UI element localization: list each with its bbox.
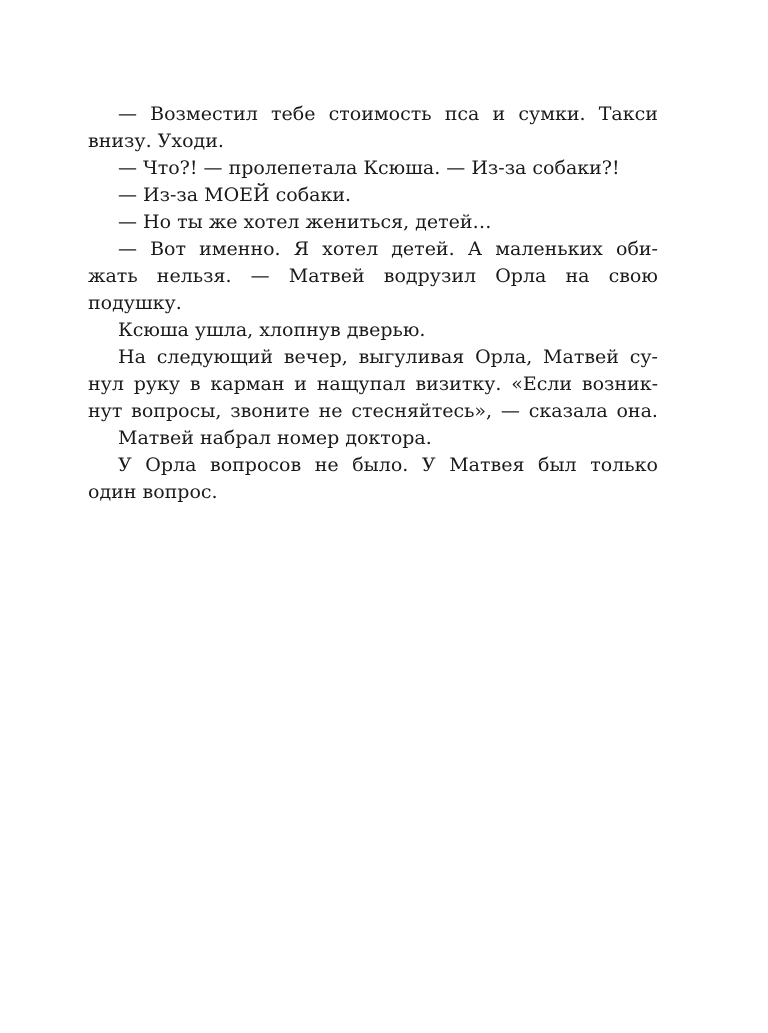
word: жать	[88, 265, 138, 287]
word: тебе	[271, 103, 316, 125]
word: нельзя.	[156, 265, 232, 287]
word: А	[467, 238, 483, 260]
word: нул	[88, 373, 124, 395]
word: звоните	[230, 400, 310, 422]
word: нут	[88, 400, 123, 422]
word: Я	[293, 238, 310, 260]
word: пса	[444, 103, 480, 125]
word: не	[314, 454, 339, 476]
word: вечер,	[283, 346, 348, 368]
word: Орла	[495, 265, 547, 287]
word: маленьких	[495, 238, 603, 260]
paragraph-5-line-3: подушку.	[88, 292, 182, 314]
paragraph-6: Ксюша ушла, хлопнув дверью.	[118, 319, 426, 341]
word: только	[590, 454, 658, 476]
paragraph-1-line-1	[118, 101, 658, 128]
word: —	[118, 238, 137, 260]
word: су-	[629, 346, 658, 368]
word: оби-	[616, 238, 658, 260]
paragraph-1-line-2: внизу. Уходи.	[88, 130, 224, 152]
paragraph-5-line-2	[88, 263, 658, 290]
paragraph-7-line-2	[88, 371, 658, 398]
paragraph-5-line-1	[118, 236, 658, 263]
word: Матвей	[288, 265, 365, 287]
word: стесняйтесь»,	[351, 400, 493, 422]
paragraph-2: — Что?! — пролепетала Ксюша. — Из-за собаки?!	[118, 157, 620, 179]
word: и	[294, 373, 307, 395]
word: было.	[352, 454, 409, 476]
word: На	[118, 346, 146, 368]
word: Матвей	[543, 346, 619, 368]
paragraph-3: — Из-за МОЕЙ собаки.	[118, 184, 352, 206]
word: Такси	[598, 103, 658, 125]
word: Матвея	[449, 454, 525, 476]
word: Орла,	[475, 346, 533, 368]
word: на	[565, 265, 590, 287]
word: был	[538, 454, 577, 476]
word: нащупал	[316, 373, 406, 395]
word: стоимость	[328, 103, 432, 125]
paragraph-9-line-2: один вопрос.	[88, 481, 218, 503]
word: «Если	[511, 373, 573, 395]
word: и	[492, 103, 506, 125]
word: хотел	[322, 238, 379, 260]
paragraph-8: Матвей набрал номер доктора.	[118, 427, 432, 449]
word: выгуливая	[358, 346, 465, 368]
word: сказала	[528, 400, 608, 422]
word: сумки.	[518, 103, 586, 125]
word: вопросов	[210, 454, 302, 476]
word: не	[318, 400, 343, 422]
word: именно.	[199, 238, 281, 260]
word: Возместил	[150, 103, 258, 125]
word: возник-	[581, 373, 658, 395]
word: —	[500, 400, 520, 422]
word: Орла	[145, 454, 197, 476]
story-text	[88, 101, 658, 506]
word: карман	[210, 373, 285, 395]
word: У	[421, 454, 436, 476]
word: водрузил	[383, 265, 477, 287]
word: свою	[608, 265, 658, 287]
word: У	[118, 454, 132, 476]
paragraph-4: — Но ты же хотел жениться, детей…	[118, 211, 492, 233]
word: —	[118, 103, 137, 125]
word: вопросы,	[131, 400, 222, 422]
word: Вот	[150, 238, 187, 260]
word: детей.	[391, 238, 455, 260]
word: визитку.	[415, 373, 502, 395]
paragraph-9-line-1	[118, 452, 658, 479]
paragraph-7-line-1	[118, 344, 658, 371]
word: руку	[133, 373, 181, 395]
word: она.	[616, 400, 658, 422]
paragraph-7-line-3	[88, 398, 658, 425]
word: —	[250, 265, 270, 287]
word: в	[189, 373, 201, 395]
word: следующий	[156, 346, 274, 368]
